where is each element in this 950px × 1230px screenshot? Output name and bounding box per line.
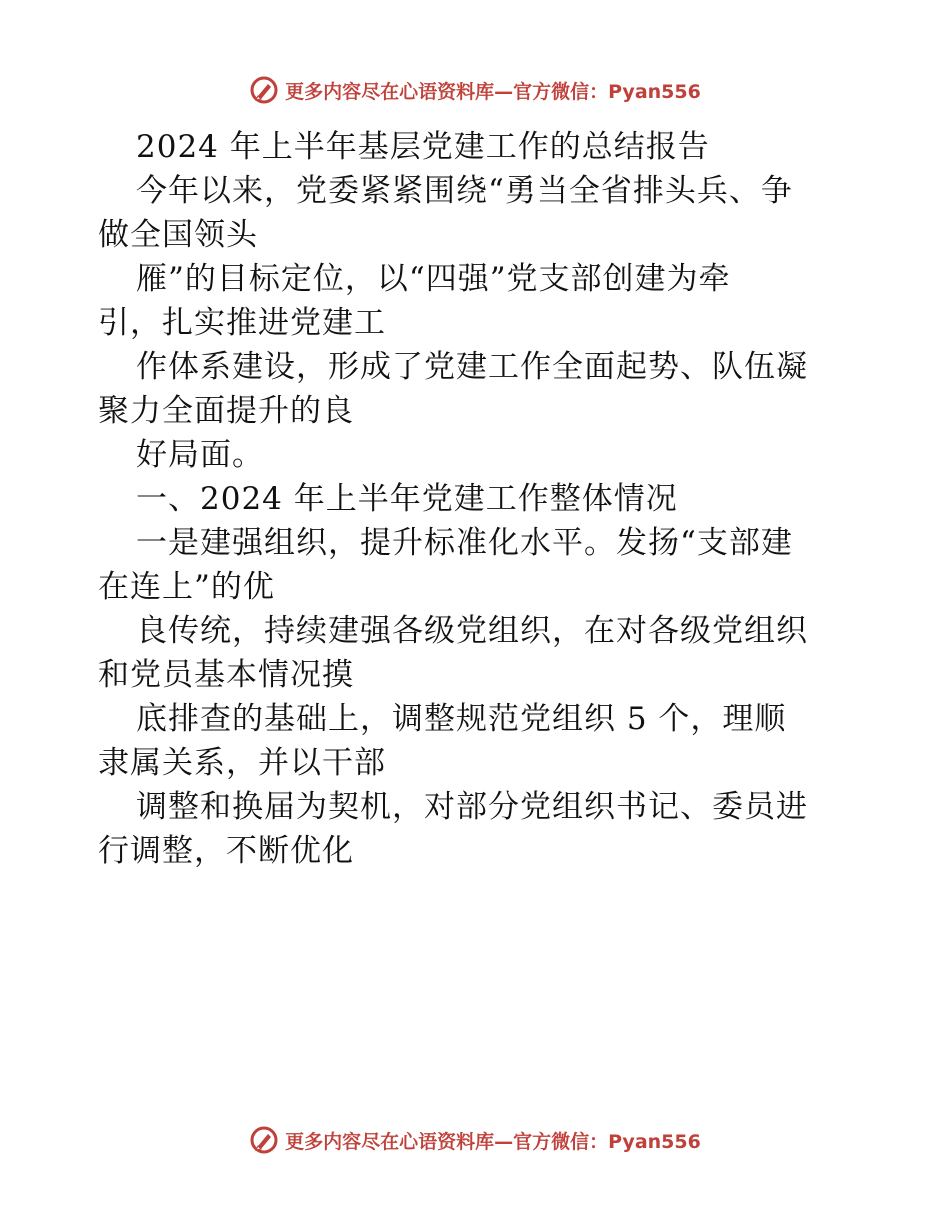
text-line: 良传统，持续建强各级党组织，在对各级党组织 [136,613,808,649]
pen-logo-icon [249,75,279,105]
text-line: 和党员基本情况摸 [98,657,354,693]
text-line: 今年以来，党委紧紧围绕“勇当全省排头兵、争 [136,173,793,209]
text-line: 引，扎实推进党建工 [98,305,386,341]
text-line: 雁”的目标定位，以“四强”党支部创建为牵 [136,261,731,297]
document-body [98,125,858,873]
text-line: 底排查的基础上，调整规范党组织 5 个，理顺 [136,701,787,737]
pen-logo-icon [249,1125,279,1155]
text-line: 一是建强组织，提升标准化水平。发扬“支部建 [136,525,793,561]
header-watermark [0,70,950,110]
watermark-text: 更多内容尽在心语资料库—官方微信：Pyan556 [285,1130,701,1153]
text-line: 好局面。 [136,437,264,473]
text-line: 作体系建设，形成了党建工作全面起势、队伍凝 [136,349,808,385]
text-line: 一、2024 年上半年党建工作整体情况 [136,481,678,517]
text-line: 调整和换届为契机，对部分党组织书记、委员进 [136,789,808,825]
watermark-text: 更多内容尽在心语资料库—官方微信：Pyan556 [285,80,701,103]
footer-watermark [0,1120,950,1160]
text-line: 聚力全面提升的良 [98,393,354,429]
text-line: 隶属关系，并以干部 [98,745,386,781]
text-line: 2024 年上半年基层党建工作的总结报告 [136,129,710,165]
text-line: 做全国领头 [98,217,258,253]
text-line: 行调整，不断优化 [98,833,354,869]
text-line: 在连上”的优 [98,569,275,605]
